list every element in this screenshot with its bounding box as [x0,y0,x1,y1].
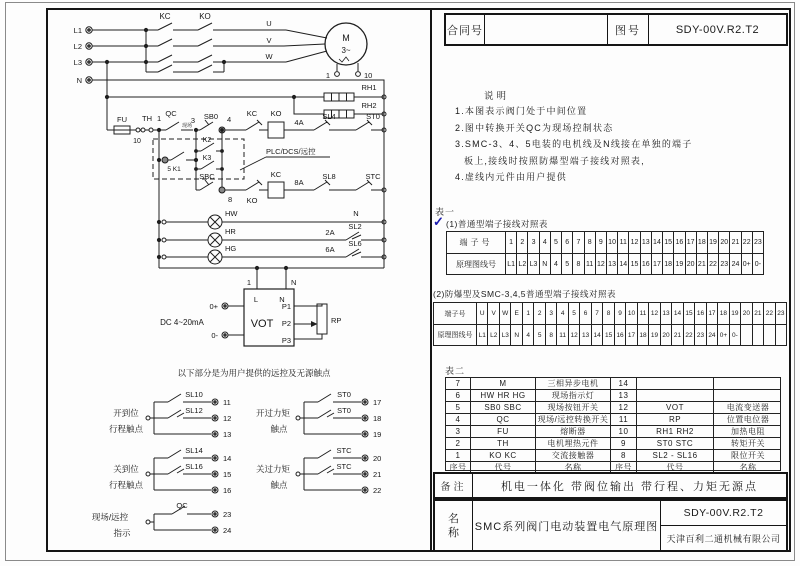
drawing-number-label: 图号 [607,15,649,44]
title-header [444,13,788,46]
table-row [446,449,780,461]
close-travel-label-1: 关到位 [113,464,139,474]
vot-module-label: VOT [250,318,274,330]
note-line: 4.虚线内元件由用户提供 [455,172,567,182]
node-8-label: 8 [228,195,233,204]
table-cell: 10 [606,232,617,253]
name-label [435,501,473,550]
table-cell: 转矩开关 [731,439,765,448]
table1b-caption: (2)防爆型及SMC-3,4,5普通型端子接线对照表 [433,289,617,299]
vot-wire-n-label: N [291,278,297,287]
wire-numbers [477,325,786,345]
table-cell: 14 [611,378,637,389]
table-cell: 11 [584,254,595,274]
table-cell: 电机埋热元件 [536,438,611,449]
table-cell: 代号 [637,462,714,473]
table-cell: 名称 [536,462,611,473]
table-cell: L3 [527,254,538,274]
table-cell: 19 [707,232,718,253]
table-cell: 2 [533,303,544,324]
table-cell: 三相异步电机 [536,378,611,389]
lamp-n-wire-label: N [353,209,359,218]
table-cell: 熔断器 [536,426,611,437]
terminal-17: 17 [373,398,382,407]
table-cell: 11 [611,414,637,425]
stc-contact-label-1: STC [336,446,352,455]
table-row [447,253,763,274]
st0-contact-label-2: ST0 [337,406,351,415]
table-cell: 20 [685,254,696,274]
table-cell: 18 [637,325,648,345]
terminal-15: 15 [223,470,232,479]
table-cell: 16 [640,254,651,274]
node-4-label: 4 [227,115,232,124]
sl16-contact-label: SL16 [185,462,203,471]
table-row [446,389,780,401]
table-cell: 16 [614,325,625,345]
table1a-caption: (1)普通型端子接线对照表 [446,219,548,229]
table-cell: 8 [545,325,556,345]
table-cell: 7 [572,232,583,253]
qc-local-sublabel: 现场 [182,123,193,129]
stc-contact-label-2: STC [336,462,352,471]
table-cell: 8 [572,254,583,274]
ordinary-terminal-table [446,231,764,275]
table-row [446,425,780,437]
table-cell: 0- [729,325,740,345]
table-cell: HW HR HG [471,390,536,401]
k3-relay-label: K3 [202,155,212,162]
table-cell: 交流接触器 [536,450,611,461]
table-cell: 14 [671,303,682,324]
table-cell: 21 [696,254,707,274]
table-row [446,437,780,449]
table-row [446,378,780,389]
terminal-numbers [506,232,763,253]
phase-l1-label: L1 [73,26,82,35]
wire-1-label: 1 [157,114,162,123]
contract-number-value [485,15,607,44]
table-cell: 4 [522,325,533,345]
explosionproof-terminal-table [433,302,787,346]
table-cell: 23 [775,303,786,324]
table-cell: 11 [637,303,648,324]
sl10-contact-label: SL10 [185,390,203,399]
table-cell: RH1 RH2 [637,426,714,437]
table-cell: RP [637,414,714,425]
terminal-11: 11 [223,398,231,407]
table-cell: 0+ [741,254,752,274]
terminal-23: 23 [223,510,232,519]
terminal-12: 12 [223,414,232,423]
table-cell: 19 [673,254,684,274]
table-cell: 20 [718,232,729,253]
drawing-number-value: SDY-00V.R2.T2 [675,23,760,36]
phase-u-label: U [266,19,272,28]
table-cell: 15 [683,303,694,324]
schematic-drawing [46,8,430,552]
table-cell: 23 [752,232,763,253]
table-cell: V [487,303,498,324]
terminal-19: 19 [373,430,382,439]
table-cell: 加热电阻 [731,427,765,436]
table-cell: 14 [591,325,602,345]
table-cell: 22 [683,325,694,345]
notes-list [455,103,692,186]
sl2-limit-label: SL2 [348,222,362,231]
table-cell: 1 [446,450,471,461]
table-cell: SL2 - SL16 [637,450,714,461]
motor-label: M [342,33,350,43]
open-travel-label-1: 开到位 [113,408,139,418]
table2-label: 表二 [445,366,466,376]
table-cell: 13 [606,254,617,274]
table-cell: 13 [640,232,651,253]
table-cell: 15 [602,325,613,345]
drawing-name: SMC系列阀门电动装置电气原理图 [473,501,661,550]
schematic-labels [74,12,382,538]
table-cell: 11 [556,325,567,345]
table-cell: 12 [611,402,637,413]
note-line: 1.本图表示阀门处于中间位置 [455,106,588,116]
table-cell: 现场/远控转换开关 [536,414,611,425]
table-cell: 9 [614,303,625,324]
vot-wire-1-label: 1 [246,278,251,287]
ko-interlock-label: KO [246,196,258,205]
kc-coil-label: KC [270,170,282,179]
table-cell: L3 [499,325,510,345]
table-cell: U [479,310,485,317]
signal-minus-label: 0- [211,331,218,340]
row-label: 原理图线号 [447,254,506,274]
table-cell: 15 [628,254,639,274]
table-cell: 5 [561,254,572,274]
table-cell: 19 [729,303,740,324]
name-label-text: 名称 [448,512,459,539]
table-cell: 13 [660,303,671,324]
motor-terminal-10: 10 [364,71,373,80]
table-cell: SB0 SBC [471,402,536,413]
table-cell: 12 [628,232,639,253]
table-cell: 20 [660,325,671,345]
table-cell [763,325,774,345]
motor-phase-label: 3~ [341,46,351,55]
terminal-numbers [477,303,786,324]
note-line: 板上,接线时按照防爆型端子接线对照表, [464,155,645,166]
table-cell: 23 [694,325,705,345]
table-cell: 4 [556,303,567,324]
table-cell: 现场按钮开关 [536,402,611,413]
table-cell: 1 [522,303,533,324]
table-cell: 8 [611,450,637,461]
table-cell: 4 [446,414,471,425]
terminal-13: 13 [223,430,232,439]
table-row [434,324,786,345]
table-cell: 17 [625,325,636,345]
terminal-16: 16 [223,486,232,495]
table-cell: VOT [637,402,714,413]
table-cell: 6 [561,232,572,253]
heater-rh2-label: RH2 [361,101,377,110]
table-cell: 3 [527,232,538,253]
table-cell: L2 [487,325,498,345]
table-cell: N [510,325,521,345]
component-list-table [445,377,781,471]
table-cell: 2 [516,232,527,253]
neutral-label: N [76,76,82,85]
table-cell: QC [471,414,536,425]
table-cell: 4 [550,254,561,274]
table-cell: 21 [729,232,740,253]
qc-switch-label: QC [165,109,177,118]
table-cell: 0+ [717,325,728,345]
table-cell: 9 [611,438,637,449]
drawing-number-footer: SDY-00V.R2.T2 [661,501,786,526]
table-cell: 12 [648,303,659,324]
table-cell: 5 [568,303,579,324]
table-cell: 16 [673,232,684,253]
wire-2a-label: 2A [325,228,335,237]
sl14-contact-label: SL14 [185,446,203,455]
wire-4a-label: 4A [294,118,304,127]
table-cell: 21 [752,303,763,324]
table-cell: 18 [696,232,707,253]
table-cell [637,390,714,401]
user-section-title: 以下部分是为用户提供的远控及无源触点 [177,368,331,378]
vot-p3-label: P3 [281,336,291,345]
table-cell: 位置电位器 [726,415,770,424]
lamp-hw-label: HW [225,209,238,218]
motor-terminal-1: 1 [325,71,330,80]
table-cell: 19 [648,325,659,345]
table-cell: 代号 [471,462,536,473]
wire-6a-label: 6A [325,245,335,254]
table-cell: N [539,254,550,274]
terminal-18: 18 [373,414,382,423]
terminal-24: 24 [223,526,232,535]
notes-title: 说明 [484,91,510,102]
table-cell: 8 [602,303,613,324]
table-row [447,232,763,253]
wire-8a-label: 8A [294,178,304,187]
table-row [446,401,780,413]
close-travel-label-2: 行程触点 [108,480,144,490]
close-torque-label-2: 触点 [270,480,288,490]
table-cell: 名称 [739,463,757,472]
note-line: 2.图中转换开关QC为现场控制状态 [455,122,614,133]
table-cell: 22 [707,254,718,274]
phase-l3-label: L3 [73,58,82,67]
open-button-label: SB0 [203,112,219,121]
table-cell [740,325,751,345]
table-cell: TH [471,438,536,449]
table-cell [714,390,782,401]
table-cell [637,378,714,389]
table-cell: 14 [617,254,628,274]
wires [86,23,386,533]
table-row [434,303,786,324]
plc-dcs-remote-label: PLC/DCS/远控 [266,147,316,156]
title-and-tables-panel [432,8,789,552]
table-cell: 5 [446,402,471,413]
sl6-limit-label: SL6 [348,239,362,248]
table-cell: L1 [478,331,486,339]
table-cell: 6 [446,390,471,401]
close-torque-label-1: 关过力矩 [255,464,291,474]
table-cell: 22 [741,232,752,253]
kc-contactor-label: KC [159,12,171,21]
fuse-label: FU [117,115,127,124]
table1-label: 表一 [435,207,456,217]
open-torque-label-1: 开过力矩 [255,408,291,418]
table-cell: 0- [752,254,763,274]
sl4-limit-label: SL4 [322,112,336,121]
table-cell: 18 [662,254,673,274]
table-cell [714,378,782,389]
table-cell: 13 [579,325,590,345]
table-cell: 7 [591,303,602,324]
dc-signal-label: DC 4~20mA [160,318,204,327]
table-cell: 10 [611,426,637,437]
table-cell: 17 [706,303,717,324]
local-remote-label-2: 指示 [113,528,131,538]
table-cell: M [471,378,536,389]
table-cell: 6 [579,303,590,324]
table-cell: 限位开关 [731,451,765,460]
table-cell: 24 [706,325,717,345]
title-block-right [661,501,786,550]
contract-number-label: 合同号 [446,15,485,44]
company-name: 天津百利二通机械有限公司 [666,533,781,544]
phase-l2-label: L2 [73,42,82,51]
table-cell: 17 [651,254,662,274]
open-torque-label-2: 触点 [270,424,288,434]
table-cell: KO KC [471,450,536,461]
heater-rh1-label: RH1 [361,83,377,92]
table-cell: 电流变送器 [726,403,770,412]
open-travel-label-2: 行程触点 [108,424,144,434]
table-cell: FU [471,426,536,437]
table-cell: 7 [446,378,471,389]
table-cell: 序号 [611,462,637,473]
table-cell: 16 [694,303,705,324]
table-cell [752,325,763,345]
title-block [433,499,788,552]
table-cell: 15 [662,232,673,253]
table-cell: 现场指示灯 [536,390,611,401]
table-cell: 5 [550,232,561,253]
node-3-label: 3 [190,116,196,125]
phase-v-label: V [266,36,272,45]
table-cell: 5 [533,325,544,345]
thermal-label: TH [142,114,152,123]
table-cell [775,325,786,345]
vot-p1-label: P1 [281,302,291,311]
terminal-22: 22 [373,486,382,495]
row-label: 端子号 [434,303,477,324]
table-cell: 序号 [446,462,471,473]
stc-torque-label: STC [365,172,381,181]
note-line: 3.SMC-3、4、5电装的电机线及N线接在单独的端子 [455,139,693,149]
wire-numbers [506,254,763,274]
table-cell: W [499,303,510,324]
table-cell: 14 [651,232,662,253]
table-cell: 18 [717,303,728,324]
local-remote-label-1: 现场/远控 [91,512,129,522]
table-row [446,413,780,425]
check-mark-icon: ✓ [433,214,444,229]
table-cell: ST0 STC [637,438,714,449]
table-cell: 20 [740,303,751,324]
table-cell: 11 [617,232,628,253]
remark-text: 机电一体化 带阀位输出 带行程、力矩无源点 [500,480,759,493]
table-cell: 13 [611,390,637,401]
row-label: 端子号 [447,232,506,253]
terminal-14: 14 [223,454,232,463]
wire-10-label: 10 [133,138,141,145]
table-cell: E [510,303,521,324]
table-cell: 4 [539,232,550,253]
remark-block [433,472,788,499]
table-cell: 3 [545,303,556,324]
kc-interlock-label: KC [246,109,258,118]
row-label: 原理图线号 [434,325,477,345]
st0-contact-label-1: ST0 [337,390,351,399]
table-cell: 21 [671,325,682,345]
vot-n-label: N [279,295,285,304]
terminal-21: 21 [373,470,382,479]
table-cell: 12 [595,254,606,274]
k2-relay-label: K2 [202,137,212,144]
k1-relay-label: 5 K1 [167,166,181,173]
rp-potentiometer-label: RP [331,316,342,325]
signal-plus-label: 0+ [209,302,218,311]
table-cell: 9 [595,232,606,253]
table-cell: 10 [625,303,636,324]
table-cell: 23 [718,254,729,274]
table-cell: 24 [729,254,740,274]
remark-label: 备注 [435,474,473,497]
st0-torque-label: ST0 [366,112,380,121]
table-cell: 8 [584,232,595,253]
vot-l-label: L [253,295,259,304]
vot-p2-label: P2 [281,319,291,328]
qc-contact-label: QC [176,501,188,510]
sl12-contact-label: SL12 [185,406,203,415]
table-cell: 2 [446,438,471,449]
lamp-hg-label: HG [225,244,237,253]
ko-coil-label: KO [270,109,282,118]
lamp-hr-label: HR [225,227,236,236]
close-button-label: SBC [199,172,215,181]
sl8-limit-label: SL8 [322,172,336,181]
table-cell: 3 [446,426,471,437]
table-cell: 22 [763,303,774,324]
table-cell: 1 [509,239,514,246]
table-cell: 12 [568,325,579,345]
table-cell: 17 [685,232,696,253]
phase-w-label: W [265,52,273,61]
terminal-20: 20 [373,454,382,463]
ko-contactor-label: KO [199,12,211,21]
table-cell: L2 [516,254,527,274]
table-cell: L1 [507,260,515,268]
